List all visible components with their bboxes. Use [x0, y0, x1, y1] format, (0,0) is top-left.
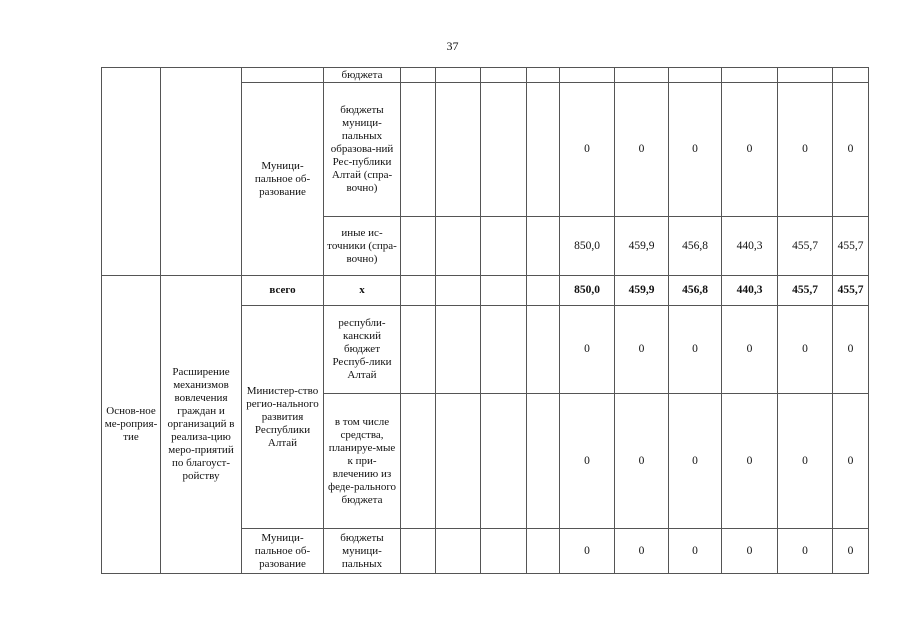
empty-cell — [527, 276, 560, 306]
value-cell: 455,7 — [833, 217, 869, 276]
value-cell: 0 — [560, 83, 615, 217]
empty-cell — [615, 68, 669, 83]
source-cell: x — [324, 276, 401, 306]
empty-cell — [401, 276, 436, 306]
empty-cell — [481, 83, 527, 217]
value-cell: 456,8 — [669, 276, 722, 306]
value-cell: 440,3 — [722, 276, 778, 306]
executor-cell: всего — [242, 276, 324, 306]
empty-cell — [401, 306, 436, 394]
value-cell: 0 — [778, 529, 833, 574]
empty-cell — [481, 306, 527, 394]
empty-cell — [833, 68, 869, 83]
value-cell: 0 — [833, 529, 869, 574]
value-cell: 0 — [833, 394, 869, 529]
value-cell: 0 — [833, 306, 869, 394]
empty-cell — [401, 68, 436, 83]
value-cell: 0 — [722, 83, 778, 217]
page-number: 37 — [446, 39, 459, 53]
table-row — [102, 276, 869, 306]
value-cell: 459,9 — [615, 276, 669, 306]
value-cell: 0 — [615, 394, 669, 529]
source-cell: бюджеты муници-пальных — [324, 529, 401, 574]
source-cell: иные ис-точники (спра-вочно) — [324, 217, 401, 276]
status-cell — [102, 68, 161, 276]
executor-cell: Муници-пальное об-разование — [242, 529, 324, 574]
budget-table — [101, 67, 869, 574]
empty-cell — [527, 394, 560, 529]
value-cell: 850,0 — [560, 217, 615, 276]
executor-cell — [242, 68, 324, 83]
value-cell: 459,9 — [615, 217, 669, 276]
empty-cell — [527, 306, 560, 394]
value-cell: 0 — [669, 83, 722, 217]
empty-cell — [560, 68, 615, 83]
value-cell: 0 — [669, 529, 722, 574]
value-cell: 455,7 — [833, 276, 869, 306]
empty-cell — [401, 217, 436, 276]
empty-cell — [436, 217, 481, 276]
empty-cell — [436, 68, 481, 83]
value-cell: 440,3 — [722, 217, 778, 276]
empty-cell — [436, 276, 481, 306]
value-cell: 455,7 — [778, 217, 833, 276]
source-cell: республи-канский бюджет Респуб-лики Алтай — [324, 306, 401, 394]
value-cell: 0 — [669, 306, 722, 394]
value-cell: 0 — [722, 306, 778, 394]
empty-cell — [401, 394, 436, 529]
source-cell: в том числе средства, планируе-мые к при-влечению из феде-рального бюджета — [324, 394, 401, 529]
value-cell: 0 — [778, 306, 833, 394]
value-cell: 0 — [778, 394, 833, 529]
empty-cell — [401, 529, 436, 574]
empty-cell — [722, 68, 778, 83]
empty-cell — [401, 83, 436, 217]
source-cell: бюджеты муници-пальных образова-ний Рес-публики Алтай (спра-вочно) — [324, 83, 401, 217]
empty-cell — [527, 83, 560, 217]
table-row — [102, 68, 869, 83]
empty-cell — [481, 276, 527, 306]
value-cell: 0 — [833, 83, 869, 217]
status-cell: Основ-ное ме-роприя-тие — [102, 276, 161, 574]
empty-cell — [481, 394, 527, 529]
value-cell: 0 — [615, 83, 669, 217]
executor-cell: Муници-пальное об-разование — [242, 83, 324, 276]
empty-cell — [527, 529, 560, 574]
empty-cell — [481, 68, 527, 83]
value-cell: 455,7 — [778, 276, 833, 306]
name-cell: Расширение механизмов вовлечения граждан и организаций в реализа-цию меро-приятий по благоуст-ройству — [161, 276, 242, 574]
executor-cell: Министер-ство регио-нального развития Республики Алтай — [242, 306, 324, 529]
value-cell: 0 — [722, 529, 778, 574]
empty-cell — [436, 394, 481, 529]
value-cell: 0 — [615, 306, 669, 394]
empty-cell — [436, 306, 481, 394]
empty-cell — [436, 529, 481, 574]
empty-cell — [481, 529, 527, 574]
value-cell: 0 — [669, 394, 722, 529]
empty-cell — [527, 68, 560, 83]
value-cell: 456,8 — [669, 217, 722, 276]
empty-cell — [481, 217, 527, 276]
empty-cell — [436, 83, 481, 217]
empty-cell — [669, 68, 722, 83]
value-cell: 0 — [560, 529, 615, 574]
source-cell: бюджета — [324, 68, 401, 83]
value-cell: 0 — [778, 83, 833, 217]
value-cell: 0 — [560, 306, 615, 394]
empty-cell — [527, 217, 560, 276]
name-cell — [161, 68, 242, 276]
value-cell: 0 — [560, 394, 615, 529]
value-cell: 0 — [722, 394, 778, 529]
value-cell: 0 — [615, 529, 669, 574]
value-cell: 850,0 — [560, 276, 615, 306]
empty-cell — [778, 68, 833, 83]
